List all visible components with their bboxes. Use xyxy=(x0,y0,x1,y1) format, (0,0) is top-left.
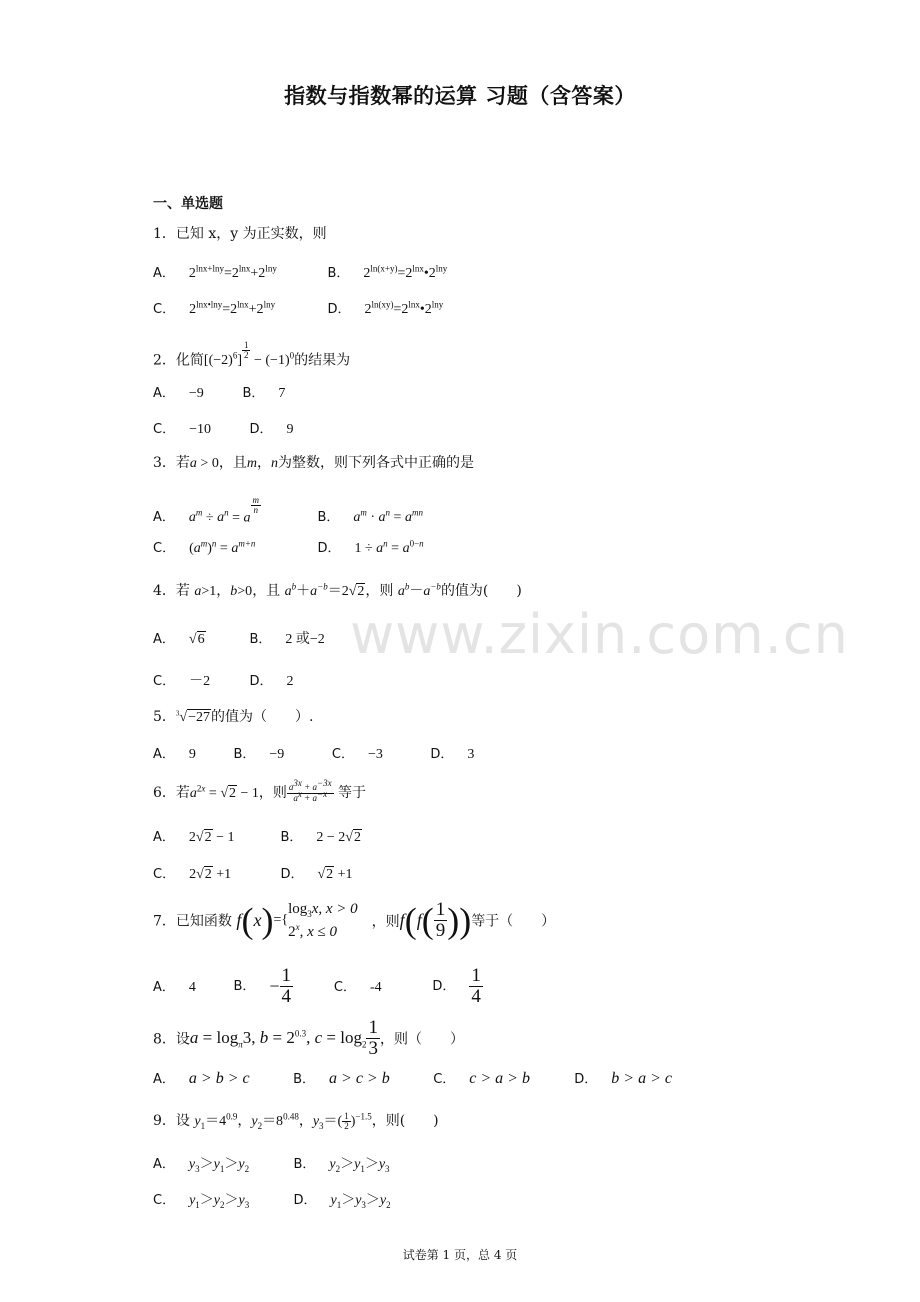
option-c: C． $(a^m)^n = a^{m+n}$ xyxy=(153,538,256,556)
option-c: C． −10 xyxy=(153,422,211,437)
option-a: A． 4 xyxy=(153,980,196,996)
watermark: www.zixin.com.cn xyxy=(350,603,849,666)
math-expression: $[(-2)^6]$ $\frac{1}{2}$ − $(-1)^0$ xyxy=(203,340,295,369)
option-a: A． 9 xyxy=(153,747,196,762)
option-b: B． $a^m \cdot a^n = a^{mn}$ xyxy=(317,507,423,526)
question-9-options-row2 xyxy=(153,1189,391,1209)
option-c: C． $y_1>y_2>y_3$ xyxy=(153,1193,250,1210)
option-d: D． $\frac{1}{4}$ xyxy=(432,965,481,1007)
option-b: B． − $\frac{1}{4}$ xyxy=(233,965,292,1007)
question-text: 已知 x，y 为正实数，则 xyxy=(175,226,327,242)
question-4: 4．若 a>1，b>0，且 $a^b+a^{-b}=2√2$，则 $a^b-a^{-b}$的值为( ) xyxy=(153,581,522,599)
question-number: 1． xyxy=(153,226,176,242)
option-d: D． 2 xyxy=(249,674,294,689)
question-9: 9．设 $y_1=4^{0.9}$，$y_2=8^{0.48}$，$y_3=$( $\frac{1}{2}$ )$^{-1.5}$，则( ) xyxy=(153,1110,439,1132)
option-d: D． $2^{ln(xy)}=2^{lnx}•2^{lny}$ xyxy=(327,299,444,317)
option-c: C． c > a > b xyxy=(433,1070,530,1087)
option-b: B． −9 xyxy=(233,747,285,762)
option-a: A． $2^{lnx+lny}=2^{lnx}+2^{lny}$ xyxy=(153,263,277,281)
question-7-options xyxy=(153,966,483,1007)
option-c: C． -4 xyxy=(333,980,382,996)
question-3: 3．若a > 0，且m，n为整数，则下列各式中正确的是 xyxy=(153,455,474,471)
question-4-options-row2 xyxy=(153,670,293,690)
option-b: B． 2 或−2 xyxy=(249,632,325,647)
question-number: 2． xyxy=(153,352,176,369)
option-a: A． $y_3>y_1>y_2$ xyxy=(153,1157,250,1174)
question-3-options-row1 xyxy=(153,496,423,526)
option-a: A． $a^m \div a^n = a$ $\frac{m}{n}$ xyxy=(153,495,259,526)
section-heading: 一、单选题 xyxy=(153,196,223,212)
question-2: 2．化简$[(-2)^6]$ $\frac{1}{2}$ − $(-1)^0$的结果为 xyxy=(153,340,351,369)
option-b: B． 2 − 2√2 xyxy=(280,830,361,845)
option-a: A． 2√2 − 1 xyxy=(153,830,235,845)
option-d: D． $y_1>y_3>y_2$ xyxy=(293,1193,391,1210)
question-6: 6．若$a^{2x} = √2 - 1$，则 $\frac{a^{3x} + a^{-3x}}{a^x + a^{-x}}$ 等于 xyxy=(153,778,367,803)
option-c: C． $2^{lnx•lny}=2^{lnx}+2^{lny}$ xyxy=(153,299,276,317)
option-c: C． −3 xyxy=(331,747,383,762)
option-d: D． √2 +1 xyxy=(280,867,353,882)
question-8: 8．设$a = \log_\pi 3$, $b = 2^{0.3}$, $c = \log_2$ $\frac{1}{3}$ ，则（ ） xyxy=(153,1017,464,1059)
option-a: A． −9 xyxy=(153,386,204,401)
question-4-options-row1 xyxy=(153,628,325,648)
option-d: D． 3 xyxy=(430,747,475,762)
page-footer: 试卷第 1 页，总 4 页 xyxy=(402,1248,518,1262)
question-8-options xyxy=(153,1068,672,1088)
question-1-options-row1 xyxy=(153,262,447,282)
option-d: D． 9 xyxy=(249,422,294,437)
question-text: 化简 xyxy=(175,352,204,369)
question-1 xyxy=(153,223,327,243)
question-6-options-row2 xyxy=(153,863,353,883)
option-b: B． a > c > b xyxy=(293,1070,390,1087)
question-2-options-row2 xyxy=(153,418,293,438)
option-a: A． a > b > c xyxy=(153,1070,250,1087)
question-6-options-row1 xyxy=(153,826,362,846)
question-9-options-row1 xyxy=(153,1153,390,1173)
option-d: D． b > a > c xyxy=(574,1070,672,1087)
page-title: 指数与指数幂的运算 习题（含答案） xyxy=(284,84,636,108)
question-5: 5．$^3$√−27的值为（ ）. xyxy=(153,709,314,725)
question-2-options-row1 xyxy=(153,382,285,402)
question-7: 7．已知函数 f(x)={ $\log_3x$, x > 0 2$^x$, x ≤ 0 ，则f(f( $\frac{1}{9}$ ))等于（ ） xyxy=(153,899,556,941)
option-a: A． √6 xyxy=(153,632,205,647)
option-b: B． $y_2>y_1>y_3$ xyxy=(293,1157,390,1174)
question-5-options xyxy=(153,743,474,763)
option-c: C． －2 xyxy=(153,674,211,689)
option-c: C． 2√2 +1 xyxy=(153,867,232,882)
option-d: D． $1 \div a^n = a^{0-n}$ xyxy=(317,538,424,556)
option-b: B． $2^{ln(x+y)}=2^{lnx}•2^{lny}$ xyxy=(327,263,448,281)
option-b: B． 7 xyxy=(242,386,286,401)
question-3-options-row2 xyxy=(153,537,424,557)
question-1-options-row2 xyxy=(153,298,443,318)
